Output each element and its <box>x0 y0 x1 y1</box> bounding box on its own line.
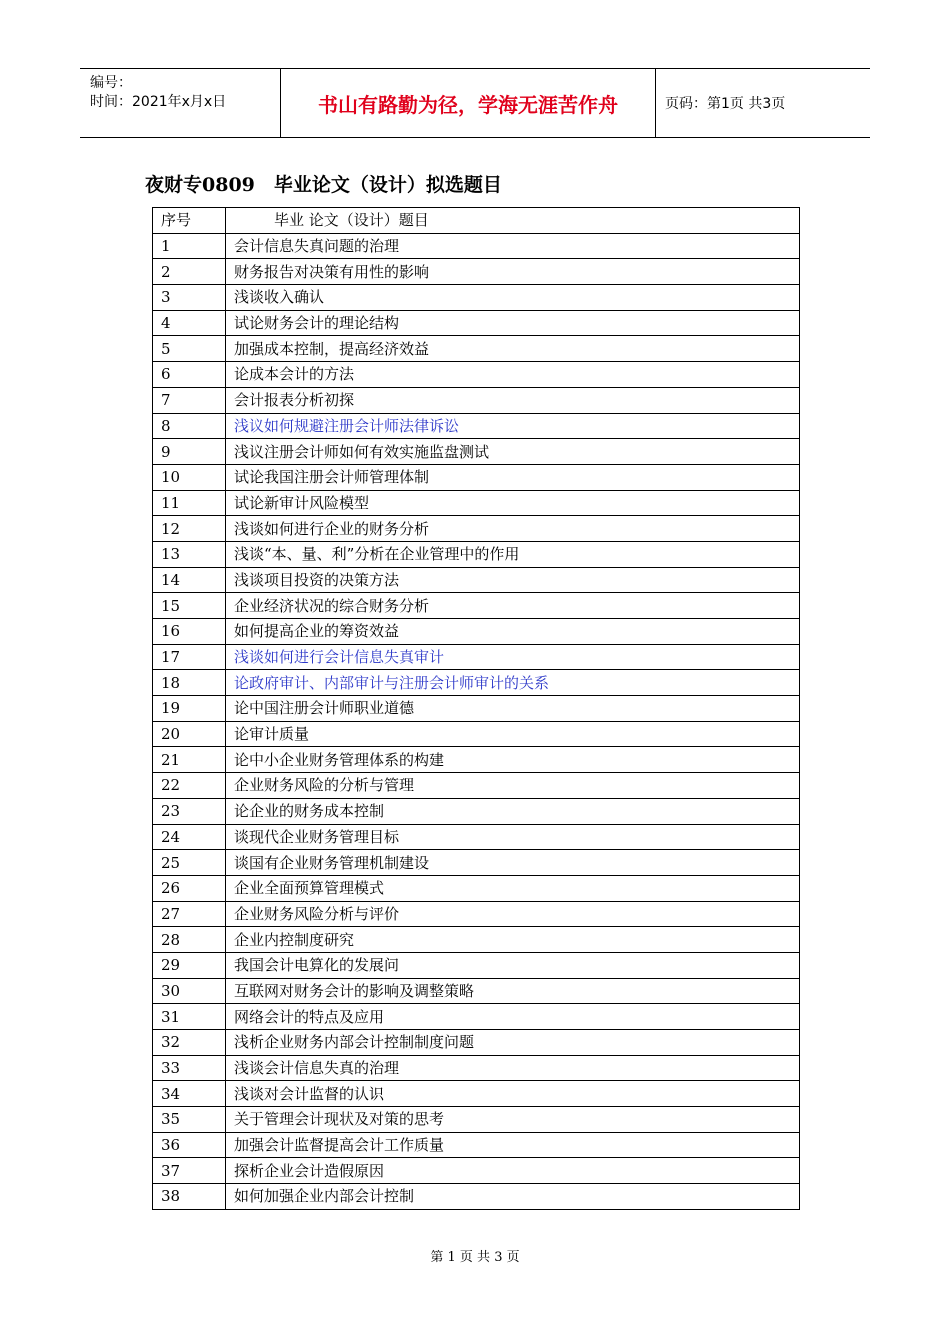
table-row <box>153 593 800 619</box>
row-number: 29 <box>153 952 226 978</box>
row-topic-title: 论政府审计、内部审计与注册会计师审计的关系 <box>226 670 800 696</box>
table-row <box>153 747 800 773</box>
row-number: 38 <box>153 1184 226 1210</box>
row-number: 4 <box>153 310 226 336</box>
table-row <box>153 362 800 388</box>
row-number: 1 <box>153 233 226 259</box>
row-topic-title: 试论财务会计的理论结构 <box>226 310 800 336</box>
row-number: 15 <box>153 593 226 619</box>
row-number: 9 <box>153 439 226 465</box>
column-header-title: 毕业 论文（设计）题目 <box>226 208 800 234</box>
row-topic-title: 论中国注册会计师职业道德 <box>226 696 800 722</box>
column-header-number: 序号 <box>153 208 226 234</box>
row-number: 32 <box>153 1030 226 1056</box>
table-row <box>153 233 800 259</box>
header-motto-cell <box>280 69 656 137</box>
row-topic-title: 企业经济状况的综合财务分析 <box>226 593 800 619</box>
row-number: 19 <box>153 696 226 722</box>
row-topic-title: 企业全面预算管理模式 <box>226 875 800 901</box>
row-number: 20 <box>153 721 226 747</box>
row-number: 28 <box>153 927 226 953</box>
row-number: 34 <box>153 1081 226 1107</box>
table-row <box>153 285 800 311</box>
topics-table <box>152 207 800 1210</box>
row-topic-title: 谈国有企业财务管理机制建设 <box>226 850 800 876</box>
row-number: 30 <box>153 978 226 1004</box>
row-number: 5 <box>153 336 226 362</box>
table-row <box>153 490 800 516</box>
row-topic-title: 加强会计监督提高会计工作质量 <box>226 1132 800 1158</box>
row-number: 14 <box>153 567 226 593</box>
row-number: 25 <box>153 850 226 876</box>
row-number: 23 <box>153 798 226 824</box>
row-topic-title: 关于管理会计现状及对策的思考 <box>226 1107 800 1133</box>
row-number: 21 <box>153 747 226 773</box>
row-number: 24 <box>153 824 226 850</box>
row-topic-title: 会计报表分析初探 <box>226 387 800 413</box>
row-number: 2 <box>153 259 226 285</box>
row-number: 6 <box>153 362 226 388</box>
table-row <box>153 644 800 670</box>
table-row <box>153 1107 800 1133</box>
table-row <box>153 387 800 413</box>
table-row <box>153 798 800 824</box>
row-topic-title: 谈现代企业财务管理目标 <box>226 824 800 850</box>
table-row <box>153 516 800 542</box>
table-row <box>153 1158 800 1184</box>
table-row <box>153 1030 800 1056</box>
row-topic-title: 论企业的财务成本控制 <box>226 798 800 824</box>
row-number: 7 <box>153 387 226 413</box>
row-number: 16 <box>153 619 226 645</box>
table-row <box>153 619 800 645</box>
table-row <box>153 259 800 285</box>
row-number: 3 <box>153 285 226 311</box>
row-topic-title: 如何加强企业内部会计控制 <box>226 1184 800 1210</box>
row-topic-title: 浅议注册会计师如何有效实施监盘测试 <box>226 439 800 465</box>
row-topic-title: 企业财务风险的分析与管理 <box>226 773 800 799</box>
row-number: 33 <box>153 1055 226 1081</box>
table-row <box>153 464 800 490</box>
row-topic-title: 企业财务风险分析与评价 <box>226 901 800 927</box>
header-page-cell <box>655 69 870 137</box>
row-topic-title: 浅谈收入确认 <box>226 285 800 311</box>
row-number: 37 <box>153 1158 226 1184</box>
document-title: 夜财专0809 毕业论文（设计）拟选题目 <box>145 174 502 196</box>
row-number: 18 <box>153 670 226 696</box>
table-row <box>153 901 800 927</box>
table-row <box>153 567 800 593</box>
row-topic-title: 浅议如何规避注册会计师法律诉讼 <box>226 413 800 439</box>
row-topic-title: 如何提高企业的筹资效益 <box>226 619 800 645</box>
row-topic-title: 试论我国注册会计师管理体制 <box>226 464 800 490</box>
table-row <box>153 773 800 799</box>
row-number: 36 <box>153 1132 226 1158</box>
document-time: 时间：2021年x月x日 <box>90 94 227 110</box>
table-row <box>153 310 800 336</box>
row-number: 13 <box>153 541 226 567</box>
page-info: 页码：第1页 共3页 <box>665 96 786 112</box>
row-topic-title: 互联网对财务会计的影响及调整策略 <box>226 978 800 1004</box>
page-header <box>80 68 870 138</box>
table-row <box>153 1055 800 1081</box>
table-row <box>153 721 800 747</box>
table-row <box>153 978 800 1004</box>
row-number: 12 <box>153 516 226 542</box>
row-topic-title: 会计信息失真问题的治理 <box>226 233 800 259</box>
row-topic-title: 浅谈对会计监督的认识 <box>226 1081 800 1107</box>
row-topic-title: 浅谈项目投资的决策方法 <box>226 567 800 593</box>
row-topic-title: 浅析企业财务内部会计控制制度问题 <box>226 1030 800 1056</box>
table-row <box>153 850 800 876</box>
row-topic-title: 浅谈如何进行企业的财务分析 <box>226 516 800 542</box>
row-number: 35 <box>153 1107 226 1133</box>
table-row <box>153 824 800 850</box>
row-number: 11 <box>153 490 226 516</box>
row-topic-title: 论审计质量 <box>226 721 800 747</box>
table-row <box>153 541 800 567</box>
row-number: 26 <box>153 875 226 901</box>
table-row <box>153 670 800 696</box>
row-topic-title: 论中小企业财务管理体系的构建 <box>226 747 800 773</box>
table-row <box>153 696 800 722</box>
topics-table-body <box>153 233 800 1209</box>
row-topic-title: 网络会计的特点及应用 <box>226 1004 800 1030</box>
row-topic-title: 浅谈如何进行会计信息失真审计 <box>226 644 800 670</box>
row-number: 22 <box>153 773 226 799</box>
row-topic-title: 加强成本控制，提高经济效益 <box>226 336 800 362</box>
table-row <box>153 875 800 901</box>
table-row <box>153 1132 800 1158</box>
table-row <box>153 439 800 465</box>
row-number: 31 <box>153 1004 226 1030</box>
row-number: 17 <box>153 644 226 670</box>
row-number: 8 <box>153 413 226 439</box>
table-row <box>153 413 800 439</box>
row-topic-title: 浅谈会计信息失真的治理 <box>226 1055 800 1081</box>
header-meta <box>80 69 280 137</box>
table-row <box>153 952 800 978</box>
table-row <box>153 1184 800 1210</box>
document-number: 编号： <box>90 75 132 91</box>
row-number: 10 <box>153 464 226 490</box>
table-row <box>153 336 800 362</box>
page-footer: 第 1 页 共 3 页 <box>430 1250 520 1265</box>
table-row <box>153 1081 800 1107</box>
row-topic-title: 财务报告对决策有用性的影响 <box>226 259 800 285</box>
motto-text: 书山有路勤为径，学海无涯苦作舟 <box>318 92 618 117</box>
row-topic-title: 探析企业会计造假原因 <box>226 1158 800 1184</box>
table-row <box>153 1004 800 1030</box>
row-number: 27 <box>153 901 226 927</box>
row-topic-title: 浅谈“本、量、利”分析在企业管理中的作用 <box>226 541 800 567</box>
row-topic-title: 试论新审计风险模型 <box>226 490 800 516</box>
table-header-row <box>153 208 800 234</box>
table-row <box>153 927 800 953</box>
row-topic-title: 论成本会计的方法 <box>226 362 800 388</box>
row-topic-title: 企业内控制度研究 <box>226 927 800 953</box>
row-topic-title: 我国会计电算化的发展问 <box>226 952 800 978</box>
